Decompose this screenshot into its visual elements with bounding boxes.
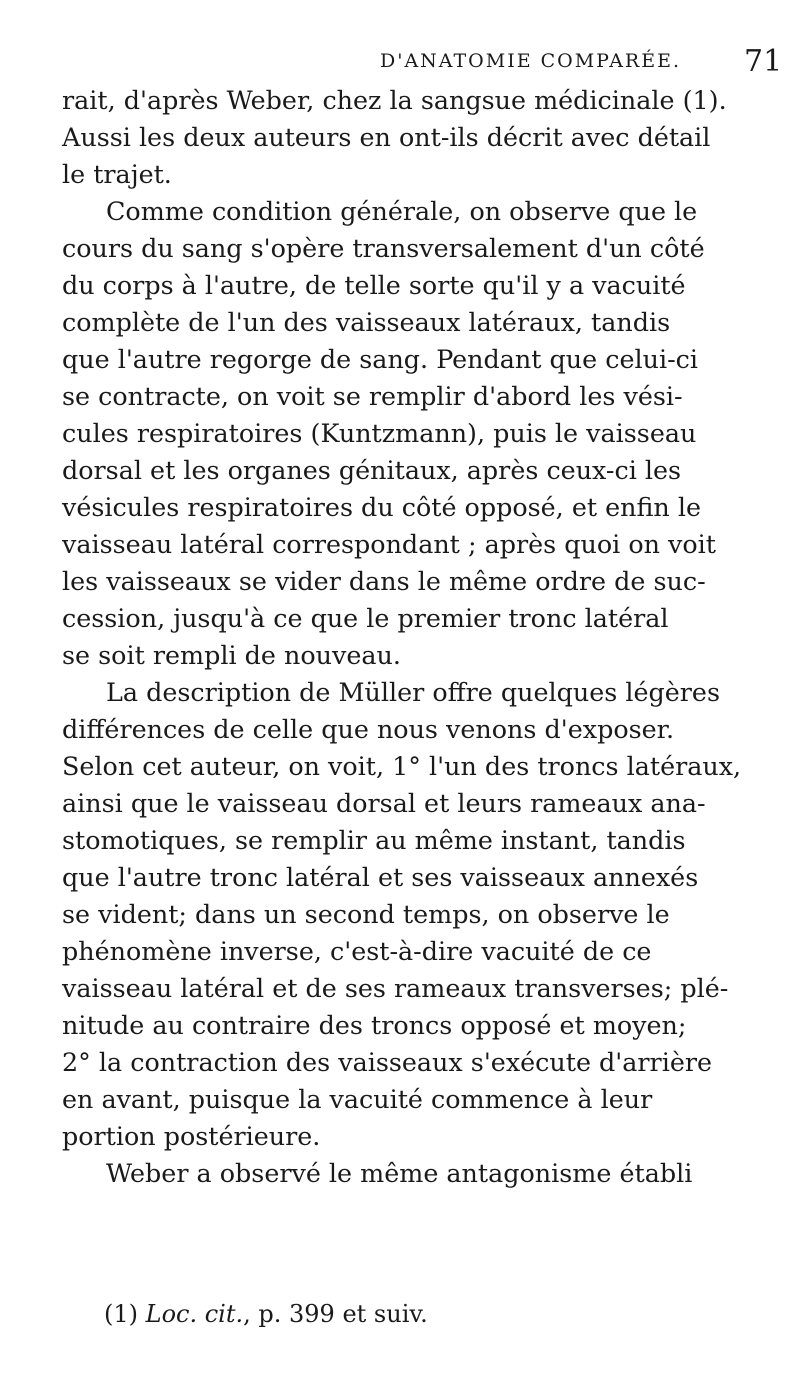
text-line: que l'autre tronc latéral et ses vaisseaux annexés — [62, 862, 699, 892]
text-line: nitude au contraire des troncs opposé et moyen; — [62, 1010, 687, 1040]
text-line: vaisseau latéral correspondant ; après quoi on voit — [62, 529, 716, 559]
text-line: Aussi les deux auteurs en ont-ils décrit avec détail — [62, 122, 711, 152]
text-line: 2° la contraction des vaisseaux s'exécute d'arrière — [62, 1047, 713, 1077]
body-text — [62, 82, 752, 1192]
text-line: Selon cet auteur, on voit, 1° l'un des troncs latéraux, — [62, 751, 742, 781]
text-line: stomotiques, se remplir au même instant, tandis — [62, 825, 686, 855]
text-line: se vident; dans un second temps, on observe le — [62, 899, 670, 929]
page-number: 71 — [744, 44, 783, 79]
footnote-citation: Loc. cit. — [145, 1300, 244, 1328]
text-line: complète de l'un des vaisseaux latéraux, tandis — [62, 307, 671, 337]
text-line: les vaisseaux se vider dans le même ordre de suc- — [62, 566, 706, 596]
text-line: du corps à l'autre, de telle sorte qu'il y a vacuité — [62, 270, 686, 300]
text-line: dorsal et les organes génitaux, après ceux-ci les — [62, 455, 682, 485]
text-line: se soit rempli de nouveau. — [62, 640, 401, 670]
text-line: phénomène inverse, c'est-à-dire vacuité de ce — [62, 936, 652, 966]
text-line: portion postérieure. — [62, 1121, 321, 1151]
paragraph-start-line: La description de Müller offre quelques légères — [106, 677, 720, 707]
text-line: que l'autre regorge de sang. Pendant que celui-ci — [62, 344, 698, 374]
text-line: se contracte, on voit se remplir d'abord les vési- — [62, 381, 683, 411]
footnote — [104, 1300, 428, 1328]
text-line: le trajet. — [62, 159, 172, 189]
text-line: rait, d'après Weber, chez la sangsue médicinale (1). — [62, 85, 727, 115]
text-line: ainsi que le vaisseau dorsal et leurs rameaux ana- — [62, 788, 706, 818]
text-line: cules respiratoires (Kuntzmann), puis le vaisseau — [62, 418, 697, 448]
paragraph-start-line: Weber a observé le même antagonisme établi — [106, 1158, 693, 1188]
footnote-reference: , p. 399 et suiv. — [243, 1300, 428, 1328]
text-line: cession, jusqu'à ce que le premier tronc latéral — [62, 603, 669, 633]
text-line: vésicules respiratoires du côté opposé, et enfin le — [62, 492, 702, 522]
running-title: D'ANATOMIE COMPARÉE. — [380, 50, 682, 72]
paragraph-start-line: Comme condition générale, on observe que le — [106, 196, 698, 226]
footnote-marker: (1) — [104, 1300, 138, 1328]
text-line: en avant, puisque la vacuité commence à leur — [62, 1084, 653, 1114]
text-line: vaisseau latéral et de ses rameaux transverses; plé- — [62, 973, 729, 1003]
text-line: cours du sang s'opère transversalement d'un côté — [62, 233, 705, 263]
text-line: différences de celle que nous venons d'exposer. — [62, 714, 675, 744]
